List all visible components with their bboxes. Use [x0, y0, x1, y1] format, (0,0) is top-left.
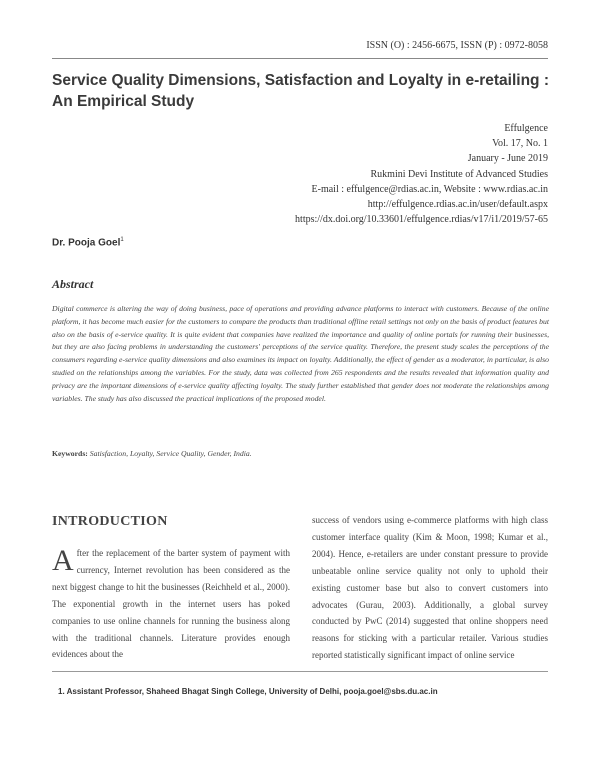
- journal-name: Effulgence: [504, 123, 548, 134]
- keywords: [52, 449, 549, 458]
- introduction-heading: INTRODUCTION: [52, 514, 168, 529]
- issn-header: ISSN (O) : 2456-6675, ISSN (P) : 0972-8058: [366, 40, 548, 51]
- journal-doi[interactable]: https://dx.doi.org/10.33601/effulgence.rdias/v17/i1/2019/57-65: [295, 214, 548, 226]
- journal-date: January - June 2019: [467, 153, 548, 165]
- journal-url[interactable]: http://effulgence.rdias.ac.in/user/default.aspx: [367, 199, 548, 211]
- journal-institute: Rukmini Devi Institute of Advanced Studies: [370, 168, 548, 180]
- author-footnote-mark: 1: [120, 237, 124, 243]
- intro-left-column: [52, 545, 290, 663]
- journal-volume: Vol. 17, No. 1: [492, 138, 548, 150]
- paper-title: Service Quality Dimensions, Satisfaction and Loyalty in e-retailing : An Empirical Study: [52, 72, 549, 110]
- intro-right-column: success of vendors using e-commerce platforms with high class customer interface quality (Kim & Moon, 1998; Kumar et al., 2004). Hence, e-retailers are under constant pressure to provide unbeatable online service quality not only to uphold their existing customer base but also to convert customers into advocates (Gurau, 2003). Additionally, a global survey conducted by PwC (2014) suggested that online shoppers need reasons for sticking with a particular retailer. Various studies reported statistically significant impact of online service: [312, 515, 548, 661]
- footnote-divider: [52, 671, 548, 672]
- abstract-text: Digital commerce is altering the way of doing business, pace of operations and providing advance platforms to interact with customers. Because of the online platform, it has become much easier for the customers to compare the products than traditional offline retail settings not only on the basis of product features but also on the basis of e-service quality. It is quite evident that companies have realized the importance and quality of online portals for running their businesses, but they are also facing problems in understanding the customers' perceptions of the service quality. Therefore, the present study scales the perceptions of the consumers regarding e-service quality dimensions and also examines its impact on loyalty. Additionally, the effect of gender as a moderator, in particular, is also studied on the relationships among the variables. For the study, data was collected from 265 respondents and the results revealed that information quality and privacy are the important dimensions of e-service quality affecting loyalty. The study further established that gender does not moderate the relationships among variables. The study has also discussed the practical implications of the proposed model.: [52, 304, 549, 403]
- header-divider: [52, 58, 548, 59]
- keywords-text: Satisfaction, Loyalty, Service Quality, Gender, India.: [87, 449, 252, 458]
- footnote: 1. Assistant Professor, Shaheed Bhagat Singh College, University of Delhi, pooja.goel@sbs.du.ac.in: [58, 687, 438, 696]
- drop-cap: A: [52, 544, 74, 577]
- author-text: Dr. Pooja Goel: [52, 237, 121, 249]
- intro-left-text: fter the replacement of the barter system of payment with currency, Internet revolution has been considered as the next biggest change to hit the businesses (Reichheld et al., 2000). The exponential growth in the internet users has poked companies to use online channels for running the business along with the traditional channels. Literature provides enough evidences about the: [52, 548, 290, 660]
- journal-contact: E-mail : effulgence@rdias.ac.in, Website : www.rdias.ac.in: [311, 183, 548, 195]
- author-name: [52, 237, 124, 248]
- journal-meta: [295, 121, 548, 227]
- keywords-label: Keywords:: [52, 449, 88, 458]
- abstract-heading: Abstract: [52, 277, 94, 291]
